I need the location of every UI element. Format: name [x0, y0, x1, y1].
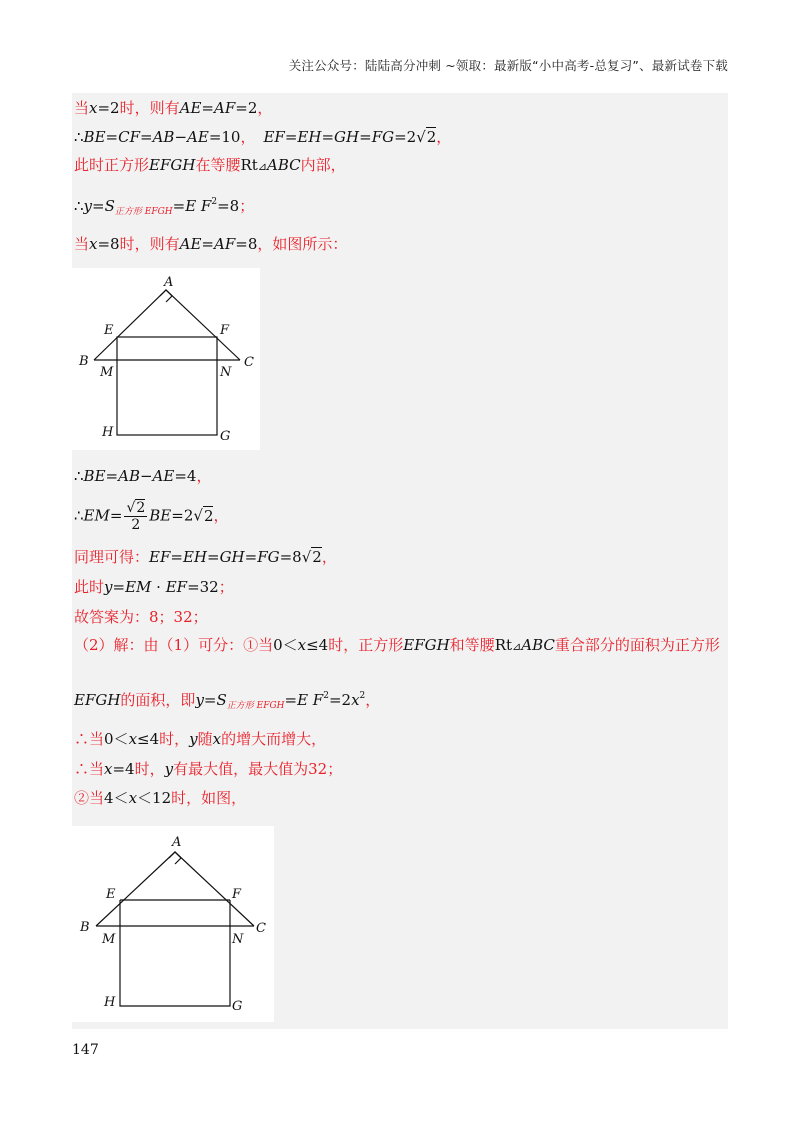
label-E: E: [104, 323, 114, 338]
label-M: M: [100, 365, 114, 380]
label-E: E: [106, 887, 116, 902]
label-C: C: [256, 921, 266, 936]
label-A: A: [164, 275, 174, 290]
label-H: H: [102, 425, 114, 440]
page-header: 关注公众号：陆陆高分冲刺 ~领取：最新版“小中高考-总复习”、最新试卷下载: [288, 58, 728, 73]
solution-line-4: $\therefore y=S_{正方形 EFGH}=E$ $F^2=8$；: [74, 197, 255, 217]
label-C: C: [244, 355, 254, 370]
label-B: B: [80, 920, 90, 935]
page-number: 147: [72, 1042, 99, 1058]
solution-line-9: 此时y=EM · EF=32；: [74, 578, 234, 596]
solution-line-3: 此时正方形EFGH在等腰Rt⊿ABC内部，: [74, 156, 346, 174]
solution-line-12: EFGH的面积，即$y=S_{正方形 EFGH}=E$ $F^2=2x^2$，: [74, 691, 381, 711]
solution-line-5: 当x=8时，则有AE=AF=8，如图所示：: [74, 235, 348, 253]
geometry-figure-1: [72, 268, 260, 450]
solution-line-6: ∴BE=AB−AE=4，: [74, 467, 212, 485]
answer-line: 故答案为：8；32；: [74, 608, 208, 626]
solution-line-15: ②当4＜x＜12时，如图，: [74, 789, 247, 807]
solution-line-1: 当x=2时，则有AE=AF=2，: [74, 99, 273, 117]
solution-line-11: （2）解：由（1）可分：①当0＜x≤4时，正方形EFGH和等腰Rt⊿ABC重合部分的面积为正方形: [74, 636, 720, 654]
solution-line-2: ∴BE=CF=AB−AE=10， EF=EH=GH=FG=2√2，: [74, 128, 452, 146]
label-F: F: [232, 887, 242, 902]
solution-line-7: ∴EM= $\frac{√2}{2}$ BE=2√2，: [74, 500, 229, 533]
solution-line-13: ∴当0＜x≤4时，y随x的增大而增大，: [74, 730, 327, 748]
label-N: N: [220, 365, 232, 380]
label-H: H: [104, 995, 116, 1010]
solution-line-8: 同理可得：EF=EH=GH=FG=8√2，: [74, 548, 337, 566]
label-M: M: [102, 932, 116, 947]
label-G: G: [220, 429, 231, 444]
label-A: A: [172, 835, 182, 850]
label-B: B: [79, 354, 89, 369]
label-F: F: [220, 323, 230, 338]
solution-line-14: ∴当x=4时，y有最大值，最大值为32；: [74, 760, 343, 778]
geometry-figure-2: [72, 826, 274, 1022]
label-N: N: [232, 932, 244, 947]
label-G: G: [232, 999, 243, 1014]
